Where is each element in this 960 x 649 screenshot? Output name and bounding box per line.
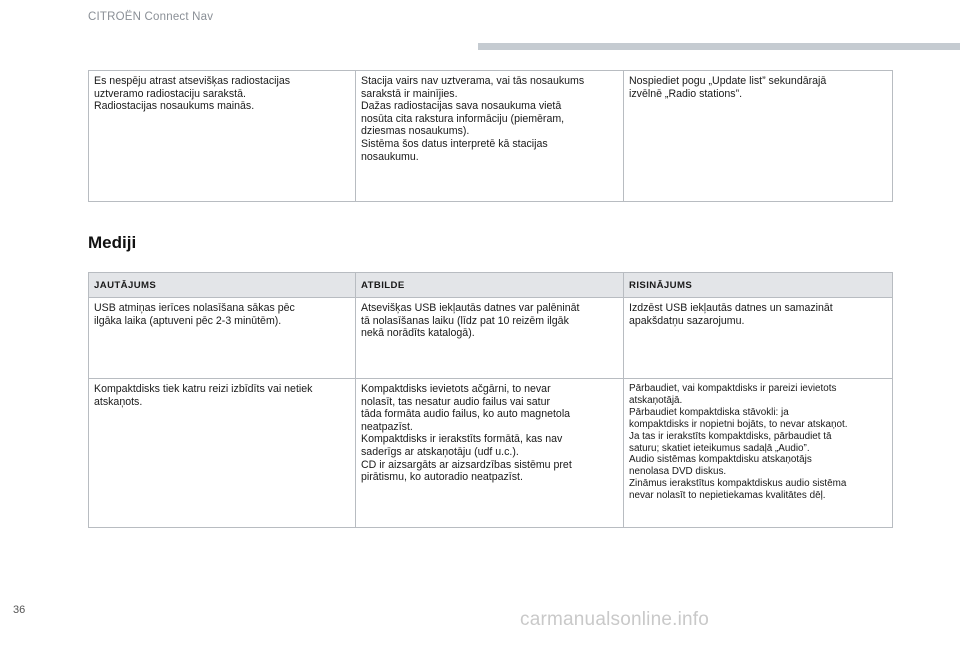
troubleshooting-table-media: [88, 272, 893, 528]
solution-cell: Nospiediet pogu „Update list” sekundārajā izvēlnē „Radio stations”.: [624, 71, 893, 202]
manual-header-title: CITROËN Connect Nav: [88, 11, 214, 23]
question-cell: USB atmiņas ierīces nolasīšana sākas pēc ilgāka laika (aptuveni pēc 2-3 minūtēm).: [89, 298, 356, 379]
answer-cell: Atsevišķas USB iekļautās datnes var palēnināt tā nolasīšanas laiku (līdz pat 10 reizēm ilgāk nekā norādīts katalogā).: [356, 298, 624, 379]
solution-cell: Izdzēst USB iekļautās datnes un samazināt apakšdatņu sazarojumu.: [624, 298, 893, 379]
table-row: [89, 298, 893, 379]
table-row: [89, 71, 893, 202]
answer-cell: Kompaktdisks ievietots ačgārni, to nevar nolasīt, tas nesatur audio failus vai satur tāda formāta audio failus, ko auto magnetola neatpazīst. Kompaktdisks ir ierakstīts formātā, kas nav saderīgs ar atskaņotāju (udf u.c.). CD ir aizsargāts ar aizsardzības sistēmu pret pirātismu, ko autoradio neatpazīst.: [356, 379, 624, 528]
table-header-row: [89, 273, 893, 298]
section-title-media: Mediji: [88, 233, 137, 252]
solution-cell: Pārbaudiet, vai kompaktdisks ir pareizi ievietots atskaņotājā. Pārbaudiet kompaktdiska stāvokli: ja kompaktdisks ir nopietni bojāts, to nevar atskaņot. Ja tas ir ierakstīts kompaktdisks, pārbaudiet tā saturu; skatiet ieteikumus sadaļā „Audio”. Audio sistēmas kompaktdisku atskaņotājs nenolasa DVD diskus. Zināmus ierakstītus kompaktdiskus audio sistēma nevar nolasīt to nepietiekamas kvalitātes dēļ.: [624, 379, 893, 528]
column-header-question: JAUTĀJUMS: [89, 273, 356, 298]
question-cell: Es nespēju atrast atsevišķas radiostacijas uztveramo radiostaciju sarakstā. Radiostacijas nosaukums mainās.: [89, 71, 356, 202]
answer-cell: Stacija vairs nav uztverama, vai tās nosaukums sarakstā ir mainījies. Dažas radiostacijas sava nosaukuma vietā nosūta cita rakstura informāciju (piemēram, dziesmas nosaukums). Sistēma šos datus interpretē kā stacijas nosaukumu.: [356, 71, 624, 202]
page-number: 36: [13, 604, 26, 616]
watermark: carmanualsonline.info: [520, 609, 710, 630]
question-cell: Kompaktdisks tiek katru reizi izbīdīts vai netiek atskaņots.: [89, 379, 356, 528]
column-header-answer: ATBILDE: [356, 273, 624, 298]
table-row: [89, 379, 893, 528]
header-accent-bar: [478, 43, 960, 50]
troubleshooting-table-radio: [88, 70, 893, 202]
column-header-solution: RISINĀJUMS: [624, 273, 893, 298]
